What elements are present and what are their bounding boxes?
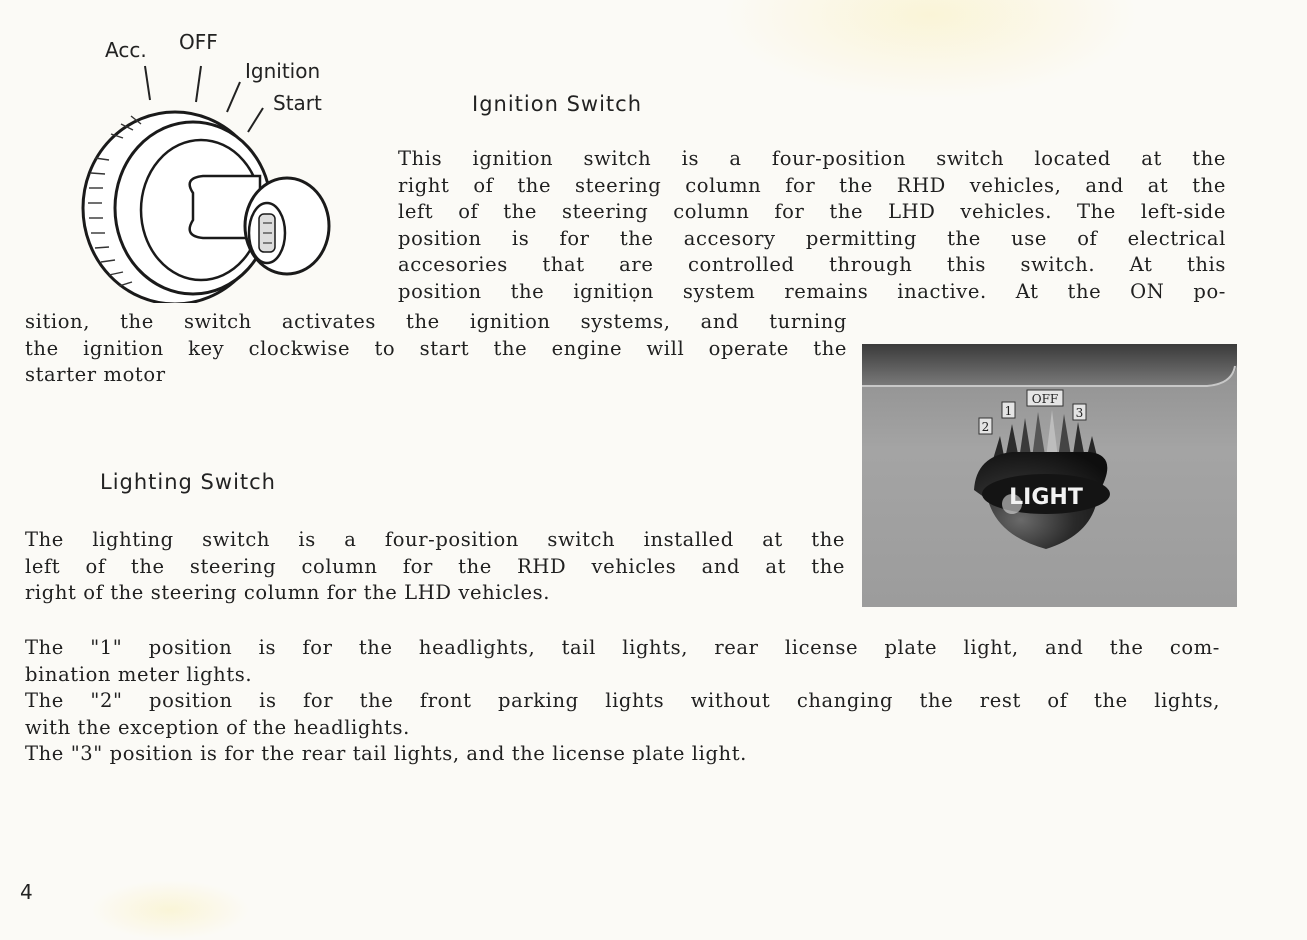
acc-label: Acc. <box>105 38 147 62</box>
off-label: OFF <box>179 30 218 54</box>
text-line: starter motor <box>25 363 166 386</box>
paper-stain <box>720 0 1140 100</box>
position-two-label: 2 <box>981 420 990 434</box>
acc-pointer-line <box>145 66 150 100</box>
position-off-label: OFF <box>1031 392 1059 406</box>
ignition-pointer-line <box>227 82 240 112</box>
text-line: bination meter lights. <box>25 662 253 686</box>
paper-stain <box>90 880 250 940</box>
lighting-paragraph <box>25 527 845 607</box>
start-label: Start <box>273 91 322 115</box>
start-pointer-line <box>248 108 263 132</box>
lighting-positions-paragraph <box>25 635 1220 768</box>
text-line: position the ignitiọn system remains inactive. At the ON po- <box>398 279 1226 303</box>
text-line: The "1" position is for the headlights, tail lights, rear license plate light, and the com- <box>25 636 1220 659</box>
text-line: sition, the switch activates the ignition systems, and turning <box>25 310 847 333</box>
text-line: left of the steering column for the RHD vehicles and at the <box>25 554 845 578</box>
ignition-switch-illustration <box>75 28 345 303</box>
ignition-switch-heading: Ignition Switch <box>472 92 642 116</box>
ignition-paragraph-continued <box>25 309 847 389</box>
text-line: position is for the accesory permitting the use of electrical <box>398 226 1226 250</box>
text-line: with the exception of the headlights. <box>25 715 410 739</box>
text-line: the ignition key clockwise to start the engine will operate the <box>25 336 847 360</box>
ignition-paragraph-indented <box>398 146 1226 305</box>
text-line: The lighting switch is a four-position switch installed at the <box>25 528 845 551</box>
page-number: 4 <box>20 880 33 904</box>
ignition-label: Ignition <box>245 59 321 83</box>
text-line: right of the steering column for the LHD vehicles. <box>25 581 551 604</box>
text-line: left of the steering column for the LHD vehicles. The left-side <box>398 200 1226 223</box>
text-line: accesories that are controlled through this switch. At this <box>398 253 1226 276</box>
position-one-label: 1 <box>1004 404 1013 418</box>
lighting-switch-heading: Lighting Switch <box>100 470 276 494</box>
text-line: The "3" position is for the rear tail lights, and the license plate light. <box>25 742 747 765</box>
dashboard-edge <box>862 344 1237 386</box>
lighting-switch-photo <box>862 344 1237 607</box>
text-line: right of the steering column for the RHD vehicles, and at the <box>398 173 1226 197</box>
knob-label: LIGHT <box>1009 485 1083 510</box>
text-line: The "2" position is for the front parking lights without changing the rest of the lights, <box>25 689 1220 712</box>
lighting-switch-photo-drawing <box>862 344 1237 607</box>
text-line: This ignition switch is a four-position switch located at the <box>398 147 1226 170</box>
off-pointer-line <box>196 66 201 102</box>
position-three-label: 3 <box>1075 406 1084 420</box>
